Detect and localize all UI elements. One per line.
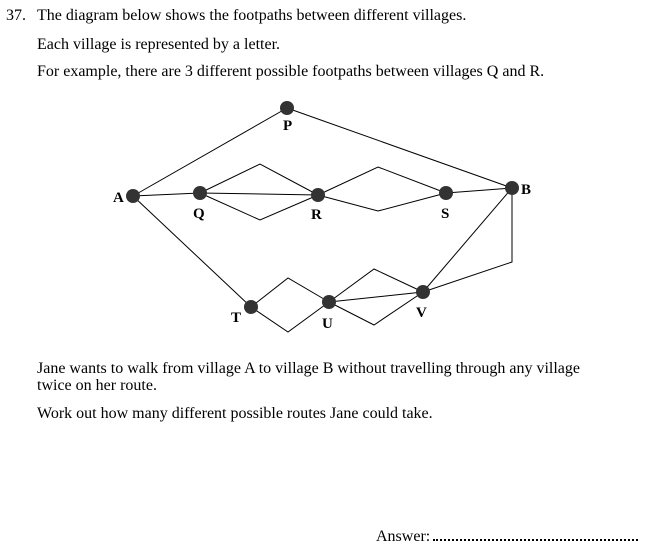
village-V-dot bbox=[416, 285, 430, 299]
path-S-B bbox=[446, 188, 512, 193]
path-Q-R-upper bbox=[200, 164, 318, 195]
village-P-label: P bbox=[283, 118, 293, 134]
village-S-label: S bbox=[441, 206, 450, 222]
village-T-dot bbox=[244, 300, 258, 314]
path-Q-R-lower bbox=[200, 193, 318, 220]
answer-line[interactable] bbox=[433, 527, 638, 541]
village-B-label: B bbox=[521, 182, 532, 198]
village-U-dot bbox=[322, 295, 336, 309]
answer-area bbox=[376, 527, 638, 547]
path-T-U-upper bbox=[251, 278, 329, 307]
path-R-S-lower bbox=[318, 193, 446, 211]
task-line-3: Work out how many different possible routes Jane could take. bbox=[37, 405, 433, 422]
question-number: 37. bbox=[6, 7, 26, 24]
village-S-dot bbox=[439, 186, 453, 200]
path-T-U-lower bbox=[251, 302, 329, 332]
path-Q-R-middle bbox=[200, 193, 318, 195]
question-line-1: The diagram below shows the footpaths between different villages. bbox=[37, 7, 467, 24]
village-V-label: V bbox=[416, 305, 427, 321]
path-U-V-middle bbox=[329, 292, 423, 302]
path-R-S-upper bbox=[318, 167, 446, 195]
village-B-dot bbox=[505, 181, 519, 195]
question-line-3: For example, there are 3 different possible footpaths between villages Q and R. bbox=[37, 63, 545, 80]
village-P-dot bbox=[280, 101, 294, 115]
village-U-label: U bbox=[322, 316, 333, 332]
task-line-1: Jane wants to walk from village A to village B without travelling through any village bbox=[37, 360, 581, 377]
path-V-B-direct bbox=[423, 188, 512, 292]
answer-label: Answer: bbox=[376, 528, 431, 545]
task-line-2: twice on her route. bbox=[37, 377, 157, 394]
path-A-Q bbox=[133, 193, 200, 196]
village-A-label: A bbox=[113, 190, 124, 206]
village-Q-label: Q bbox=[193, 206, 205, 222]
village-Q-dot bbox=[193, 186, 207, 200]
village-A-dot bbox=[126, 189, 140, 203]
village-T-label: T bbox=[231, 310, 242, 326]
village-R-label: R bbox=[311, 207, 322, 223]
path-A-P bbox=[133, 108, 287, 196]
path-A-T bbox=[133, 196, 251, 307]
village-R-dot bbox=[311, 188, 325, 202]
path-P-B bbox=[287, 108, 512, 188]
question-line-2: Each village is represented by a letter. bbox=[37, 36, 281, 53]
